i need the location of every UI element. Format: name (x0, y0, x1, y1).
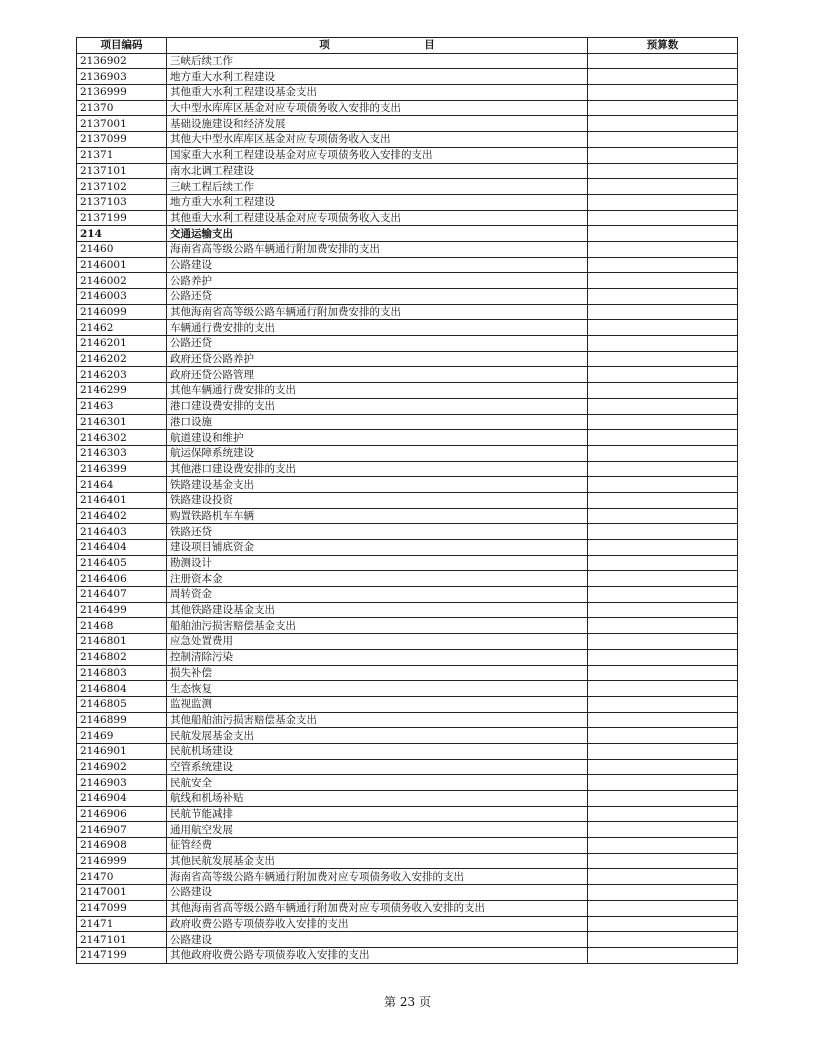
table-row (77, 524, 738, 540)
row-item-name: 控制清除污染 (167, 649, 588, 665)
row-code: 2146405 (77, 555, 167, 571)
table-row (77, 320, 738, 336)
table-row (77, 822, 738, 838)
row-code: 2146401 (77, 492, 167, 508)
row-amount (588, 743, 738, 759)
table-row (77, 414, 738, 430)
table-row (77, 900, 738, 916)
table-row (77, 367, 738, 383)
row-item-name: 其他民航发展基金支出 (167, 853, 588, 869)
table-row (77, 351, 738, 367)
row-code: 2146299 (77, 383, 167, 399)
row-item-name: 征管经费 (167, 838, 588, 854)
row-item-name: 车辆通行费安排的支出 (167, 320, 588, 336)
table-row (77, 540, 738, 556)
row-amount (588, 477, 738, 493)
row-amount (588, 398, 738, 414)
row-item-name: 航道建设和维护 (167, 430, 588, 446)
row-code: 2137101 (77, 163, 167, 179)
row-code: 2146907 (77, 822, 167, 838)
row-amount (588, 540, 738, 556)
row-code: 2136999 (77, 85, 167, 101)
row-code: 21462 (77, 320, 167, 336)
row-code: 2146404 (77, 540, 167, 556)
row-code: 2146802 (77, 649, 167, 665)
row-item-name: 公路还贷 (167, 289, 588, 305)
row-amount (588, 634, 738, 650)
row-item-name: 损失补偿 (167, 665, 588, 681)
table-row (77, 696, 738, 712)
table-row (77, 759, 738, 775)
row-item-name: 公路建设 (167, 932, 588, 948)
row-code: 2146002 (77, 273, 167, 289)
row-code: 2146999 (77, 853, 167, 869)
row-amount (588, 163, 738, 179)
row-item-name: 其他海南省高等级公路车辆通行附加费对应专项债务收入安排的支出 (167, 900, 588, 916)
row-code: 2146899 (77, 712, 167, 728)
table-row (77, 712, 738, 728)
row-amount (588, 383, 738, 399)
row-item-name: 政府收费公路专项债券收入安排的支出 (167, 916, 588, 932)
row-amount (588, 508, 738, 524)
header-code: 项目编码 (77, 38, 167, 54)
table-row (77, 336, 738, 352)
table-row (77, 383, 738, 399)
row-amount (588, 900, 738, 916)
row-code: 2146203 (77, 367, 167, 383)
table-row (77, 445, 738, 461)
row-item-name: 生态恢复 (167, 681, 588, 697)
row-code: 2146908 (77, 838, 167, 854)
row-code: 21370 (77, 100, 167, 116)
row-code: 2146303 (77, 445, 167, 461)
row-item-name: 港口建设费安排的支出 (167, 398, 588, 414)
row-amount (588, 414, 738, 430)
row-code: 2146901 (77, 743, 167, 759)
row-amount (588, 587, 738, 603)
row-item-name: 其他重大水利工程建设基金支出 (167, 85, 588, 101)
row-amount (588, 602, 738, 618)
row-item-name: 公路养护 (167, 273, 588, 289)
row-item-name: 其他政府收费公路专项债券收入安排的支出 (167, 947, 588, 963)
table-row (77, 289, 738, 305)
table-row (77, 775, 738, 791)
table-row (77, 477, 738, 493)
row-item-name: 港口设施 (167, 414, 588, 430)
row-code: 2147099 (77, 900, 167, 916)
row-item-name: 铁路建设基金支出 (167, 477, 588, 493)
row-amount (588, 947, 738, 963)
table-row (77, 508, 738, 524)
table-body (77, 53, 738, 963)
row-item-name: 其他船舶油污损害赔偿基金支出 (167, 712, 588, 728)
table-row (77, 806, 738, 822)
row-item-name: 其他港口建设费安排的支出 (167, 461, 588, 477)
row-code: 2147001 (77, 885, 167, 901)
row-item-name: 三峡后续工作 (167, 53, 588, 69)
row-code: 2146406 (77, 571, 167, 587)
row-amount (588, 524, 738, 540)
row-amount (588, 492, 738, 508)
table-row (77, 869, 738, 885)
row-item-name: 其他大中型水库库区基金对应专项债务收入支出 (167, 132, 588, 148)
page-number: 第 23 页 (384, 995, 431, 1009)
header-item: 项 目 (167, 38, 588, 54)
row-item-name: 其他铁路建设基金支出 (167, 602, 588, 618)
row-code: 21463 (77, 398, 167, 414)
row-code: 2146801 (77, 634, 167, 650)
row-amount (588, 147, 738, 163)
table-row (77, 571, 738, 587)
row-item-name: 公路还贷 (167, 336, 588, 352)
table-row (77, 241, 738, 257)
row-amount (588, 571, 738, 587)
table-row (77, 304, 738, 320)
row-item-name: 交通运输支出 (167, 226, 588, 242)
row-amount (588, 336, 738, 352)
row-amount (588, 916, 738, 932)
row-item-name: 地方重大水利工程建设 (167, 69, 588, 85)
row-code: 2146202 (77, 351, 167, 367)
row-code: 2146906 (77, 806, 167, 822)
row-item-name: 国家重大水利工程建设基金对应专项债务收入安排的支出 (167, 147, 588, 163)
table-row (77, 555, 738, 571)
row-amount (588, 885, 738, 901)
table-header-row (77, 38, 738, 54)
row-amount (588, 853, 738, 869)
row-amount (588, 100, 738, 116)
row-item-name: 公路建设 (167, 885, 588, 901)
table-row (77, 838, 738, 854)
row-amount (588, 351, 738, 367)
table-row (77, 179, 738, 195)
row-amount (588, 53, 738, 69)
row-code: 2146803 (77, 665, 167, 681)
row-amount (588, 681, 738, 697)
row-amount (588, 822, 738, 838)
table-row (77, 53, 738, 69)
row-amount (588, 665, 738, 681)
table-row (77, 273, 738, 289)
table-row (77, 132, 738, 148)
row-amount (588, 791, 738, 807)
row-item-name: 其他车辆通行费安排的支出 (167, 383, 588, 399)
row-item-name: 政府还贷公路养护 (167, 351, 588, 367)
row-amount (588, 445, 738, 461)
row-item-name: 船舶油污损害赔偿基金支出 (167, 618, 588, 634)
row-amount (588, 759, 738, 775)
row-amount (588, 806, 738, 822)
table-row (77, 226, 738, 242)
table-row (77, 791, 738, 807)
row-amount (588, 555, 738, 571)
table-row (77, 947, 738, 963)
row-code: 2137102 (77, 179, 167, 195)
row-item-name: 注册资本金 (167, 571, 588, 587)
row-item-name: 民航安全 (167, 775, 588, 791)
row-item-name: 地方重大水利工程建设 (167, 194, 588, 210)
row-amount (588, 289, 738, 305)
row-code: 2136903 (77, 69, 167, 85)
table-row (77, 728, 738, 744)
row-item-name: 南水北调工程建设 (167, 163, 588, 179)
row-code: 2146399 (77, 461, 167, 477)
row-amount (588, 869, 738, 885)
table-row (77, 618, 738, 634)
row-item-name: 海南省高等级公路车辆通行附加费安排的支出 (167, 241, 588, 257)
row-amount (588, 85, 738, 101)
row-code: 21460 (77, 241, 167, 257)
row-item-name: 其他重大水利工程建设基金对应专项债务收入支出 (167, 210, 588, 226)
row-code: 214 (77, 226, 167, 242)
row-amount (588, 132, 738, 148)
row-code: 2146301 (77, 414, 167, 430)
row-amount (588, 116, 738, 132)
row-code: 2146902 (77, 759, 167, 775)
row-amount (588, 226, 738, 242)
row-amount (588, 320, 738, 336)
row-code: 21470 (77, 869, 167, 885)
row-item-name: 政府还贷公路管理 (167, 367, 588, 383)
row-amount (588, 696, 738, 712)
row-amount (588, 210, 738, 226)
row-code: 2146403 (77, 524, 167, 540)
row-item-name: 民航发展基金支出 (167, 728, 588, 744)
row-amount (588, 728, 738, 744)
header-amount: 预算数 (588, 38, 738, 54)
table-row (77, 194, 738, 210)
row-item-name: 民航机场建设 (167, 743, 588, 759)
table-row (77, 163, 738, 179)
row-item-name: 建设项目铺底资金 (167, 540, 588, 556)
row-code: 2137103 (77, 194, 167, 210)
row-amount (588, 304, 738, 320)
row-code: 2147199 (77, 947, 167, 963)
row-code: 21371 (77, 147, 167, 163)
row-item-name: 三峡工程后续工作 (167, 179, 588, 195)
row-code: 2137199 (77, 210, 167, 226)
row-item-name: 海南省高等级公路车辆通行附加费对应专项债务收入安排的支出 (167, 869, 588, 885)
row-code: 2146903 (77, 775, 167, 791)
row-amount (588, 367, 738, 383)
row-amount (588, 932, 738, 948)
table-row (77, 492, 738, 508)
row-item-name: 其他海南省高等级公路车辆通行附加费安排的支出 (167, 304, 588, 320)
table-row (77, 932, 738, 948)
row-item-name: 铁路建设投资 (167, 492, 588, 508)
row-code: 2146001 (77, 257, 167, 273)
row-code: 2147101 (77, 932, 167, 948)
row-amount (588, 69, 738, 85)
row-item-name: 航运保障系统建设 (167, 445, 588, 461)
table-row (77, 100, 738, 116)
table-row (77, 649, 738, 665)
table-row (77, 147, 738, 163)
table-row (77, 398, 738, 414)
row-amount (588, 241, 738, 257)
table-row (77, 116, 738, 132)
table-row (77, 665, 738, 681)
row-amount (588, 618, 738, 634)
row-amount (588, 712, 738, 728)
row-amount (588, 775, 738, 791)
row-code: 2146499 (77, 602, 167, 618)
row-item-name: 周转资金 (167, 587, 588, 603)
row-item-name: 应急处置费用 (167, 634, 588, 650)
row-code: 2146402 (77, 508, 167, 524)
table-row (77, 885, 738, 901)
row-code: 21464 (77, 477, 167, 493)
row-code: 2146099 (77, 304, 167, 320)
row-item-name: 基础设施建设和经济发展 (167, 116, 588, 132)
budget-table (76, 37, 738, 964)
row-item-name: 通用航空发展 (167, 822, 588, 838)
table-row (77, 69, 738, 85)
row-amount (588, 194, 738, 210)
row-code: 2146804 (77, 681, 167, 697)
row-item-name: 航线和机场补贴 (167, 791, 588, 807)
row-code: 2137099 (77, 132, 167, 148)
table-row (77, 743, 738, 759)
row-item-name: 勘测设计 (167, 555, 588, 571)
row-code: 2146003 (77, 289, 167, 305)
row-item-name: 空管系统建设 (167, 759, 588, 775)
table-row (77, 587, 738, 603)
row-item-name: 购置铁路机车车辆 (167, 508, 588, 524)
row-amount (588, 273, 738, 289)
row-item-name: 大中型水库库区基金对应专项债务收入安排的支出 (167, 100, 588, 116)
table-row (77, 430, 738, 446)
row-amount (588, 179, 738, 195)
table-row (77, 461, 738, 477)
row-amount (588, 430, 738, 446)
row-item-name: 公路建设 (167, 257, 588, 273)
row-code: 21469 (77, 728, 167, 744)
row-amount (588, 461, 738, 477)
table-row (77, 634, 738, 650)
row-code: 2146904 (77, 791, 167, 807)
table-row (77, 257, 738, 273)
table-row (77, 602, 738, 618)
row-code: 2146805 (77, 696, 167, 712)
row-code: 2146302 (77, 430, 167, 446)
table-row (77, 681, 738, 697)
row-amount (588, 257, 738, 273)
row-item-name: 铁路还贷 (167, 524, 588, 540)
table-row (77, 85, 738, 101)
table-row (77, 210, 738, 226)
row-code: 2136902 (77, 53, 167, 69)
table-row (77, 916, 738, 932)
row-amount (588, 838, 738, 854)
row-code: 2146201 (77, 336, 167, 352)
row-code: 21468 (77, 618, 167, 634)
row-amount (588, 649, 738, 665)
row-code: 2137001 (77, 116, 167, 132)
row-code: 2146407 (77, 587, 167, 603)
row-item-name: 监视监测 (167, 696, 588, 712)
table-row (77, 853, 738, 869)
row-item-name: 民航节能减排 (167, 806, 588, 822)
row-code: 21471 (77, 916, 167, 932)
